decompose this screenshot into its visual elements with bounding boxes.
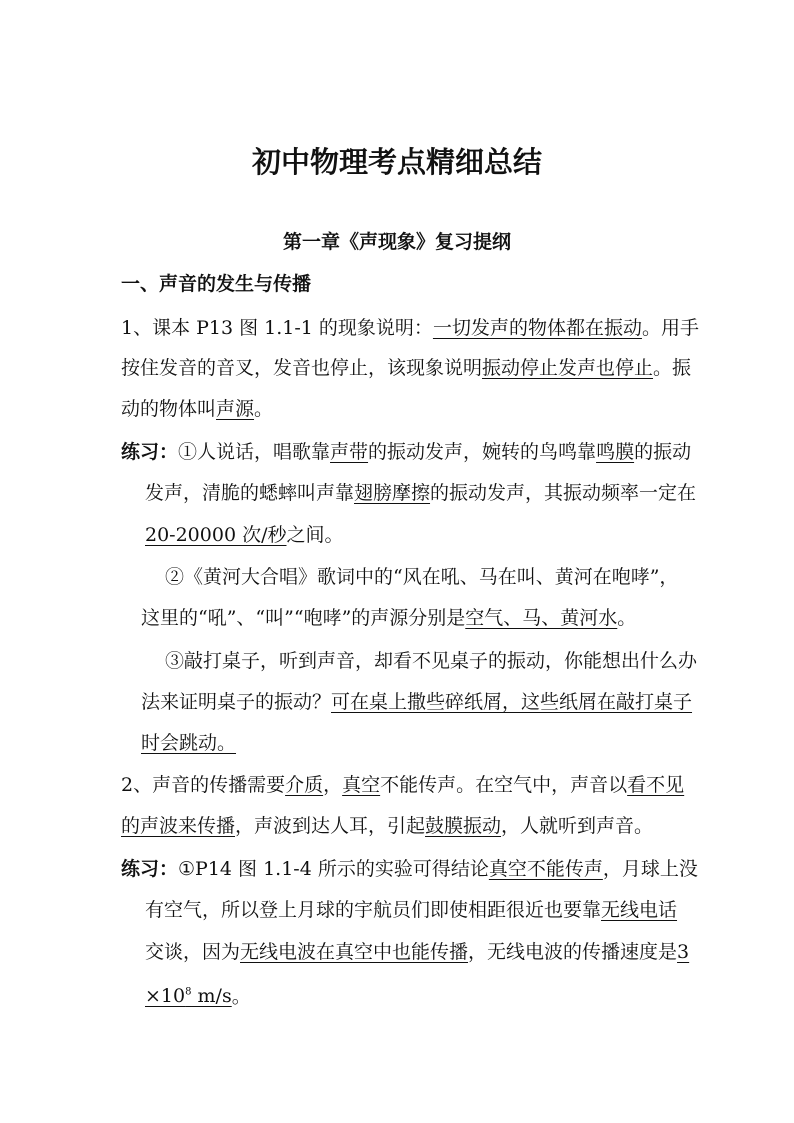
answer-blank: 振动停止发声也停止 <box>482 357 654 379</box>
paragraph-1-line-2 <box>121 356 691 380</box>
page-title: 初中物理考点精细总结 <box>251 145 542 179</box>
answer-blank: 一切发声的物体都在振动 <box>432 317 642 339</box>
exercise-1-q3-line-3 <box>141 731 236 755</box>
paragraph-2-line-1 <box>121 773 684 797</box>
answer-blank: 时会跳动。 <box>141 732 237 754</box>
exercise-1-line-3 <box>145 523 344 547</box>
answer-blank: 真空 <box>342 774 381 796</box>
section-heading: 一、声音的发生与传播 <box>121 273 312 295</box>
answer-blank: 鸣膜 <box>596 441 635 463</box>
exercise-label: 练习： <box>121 858 179 880</box>
exercise-label: 练习： <box>121 441 179 463</box>
text: 的振动 <box>634 441 692 463</box>
answer-blank <box>145 985 232 1007</box>
answer-blank: 空气、马、黄河水 <box>465 607 618 629</box>
text: 的振动发声，其振动频率一定在 <box>430 482 697 504</box>
exercise-1-q2-line-1: ②《黄河大合唱》歌词中的“风在吼、马在叫、黄河在咆哮”， <box>165 566 679 588</box>
text: ×10 <box>145 985 186 1008</box>
answer-blank: 看不见 <box>627 774 685 796</box>
text: 。 <box>254 398 274 420</box>
chapter-heading: 第一章《声现象》复习提纲 <box>282 231 511 253</box>
paragraph-1-line-3 <box>121 397 273 421</box>
text: 。用手 <box>641 317 699 339</box>
answer-blank: 声源 <box>216 398 255 420</box>
text: ①P14 图 1.1-4 所示的实验可得结论 <box>178 858 489 880</box>
text: ①人说话，唱歌靠 <box>178 441 331 463</box>
text: 发声，清脆的蟋蟀叫声靠 <box>145 482 355 504</box>
answer-blank: 无线电波在真空中也能传播 <box>240 941 469 963</box>
text: 法来证明桌子的振动？ <box>141 691 332 713</box>
answer-blank: 声带 <box>330 441 369 463</box>
exercise-1-line-1 <box>121 440 691 464</box>
text: 1、课本 P13 图 1.1-1 的现象说明： <box>121 317 433 339</box>
paragraph-1-line-1 <box>121 316 699 340</box>
exercise-1-line-2 <box>145 481 696 505</box>
exercise-1-q3-line-1: ③敲打桌子，听到声音，却看不见桌子的振动，你能想出什么办 <box>165 650 698 672</box>
text: 有空气，所以登上月球的宇航员们即使相距很近也要靠 <box>145 899 602 921</box>
text: m/s <box>191 985 232 1008</box>
answer-blank: 真空不能传声 <box>488 858 603 880</box>
text: 交谈，因为 <box>145 941 241 963</box>
exponent: 8 <box>185 987 192 998</box>
exercise-1-q3-line-2 <box>141 690 692 714</box>
answer-blank: 鼓膜振动 <box>425 815 502 837</box>
text: 的振动发声，婉转的鸟鸣靠 <box>368 441 597 463</box>
text: 这里的“吼”、“叫”“咆哮”的声源分别是 <box>141 607 466 629</box>
text: 之间。 <box>286 524 344 546</box>
exercise-2-line-2 <box>145 898 677 922</box>
text: 。 <box>231 985 251 1008</box>
text: ，声波到达人耳，引起 <box>235 815 426 837</box>
exercise-2-line-4 <box>145 981 251 1008</box>
text: ，无线电波的传播速度是 <box>468 941 678 963</box>
text: ，月球上没 <box>602 858 698 880</box>
exercise-2-line-3 <box>145 940 689 964</box>
exercise-1-q2-line-2 <box>141 606 636 630</box>
answer-blank: 翅膀摩擦 <box>354 482 431 504</box>
text: 动的物体叫 <box>121 398 217 420</box>
text: 。 <box>617 607 637 629</box>
answer-blank: 3 <box>677 941 690 963</box>
paragraph-2-line-2 <box>121 814 653 838</box>
answer-blank: 可在桌上撒些碎纸屑，这些纸屑在敲打桌子 <box>331 691 693 713</box>
answer-blank: 的声波来传播 <box>121 815 236 837</box>
answer-blank: 介质 <box>285 774 324 796</box>
text: 不能传声。在空气中，声音以 <box>380 774 628 796</box>
text: 2、声音的传播需要 <box>121 774 286 796</box>
text: ，人就听到声音。 <box>501 815 654 837</box>
exercise-2-line-1 <box>121 857 698 881</box>
text: 。振 <box>653 357 692 379</box>
answer-blank: 无线电话 <box>601 899 678 921</box>
answer-blank: 20-20000 次/秒 <box>145 524 287 546</box>
text: ， <box>323 774 343 796</box>
text: 按住发音的音叉，发音也停止，该现象说明 <box>121 357 483 379</box>
